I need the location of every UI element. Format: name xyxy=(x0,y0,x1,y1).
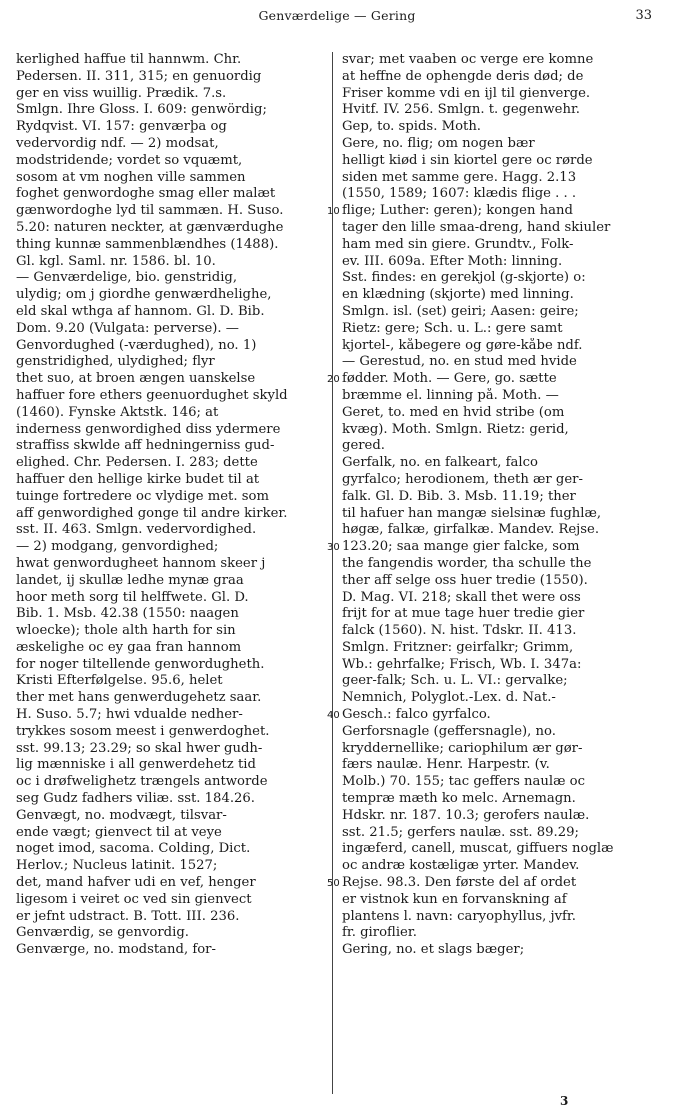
right-column-text-line: Wb.: gehrfalke; Frisch, Wb. I. 347a: xyxy=(342,656,582,672)
left-column-text-line: — 2) modgang, genvordighed; xyxy=(16,539,219,555)
right-column-text-line: Rejse. 98.3. Den første del af ordet xyxy=(342,875,577,891)
line-number-10: 10 xyxy=(327,206,340,218)
right-column-text-line: — Gerestud, no. en stud med hvide xyxy=(342,354,577,370)
right-column xyxy=(342,52,662,959)
left-column-text-line: trykkes sosom meest i genwerdoghet. xyxy=(16,723,270,739)
left-column-text-line: straffiss skwlde aff hedningerniss gud- xyxy=(16,438,275,454)
line-number-30: 30 xyxy=(327,542,340,554)
right-column-text-line: tager den lille smaa-dreng, hand skiuler xyxy=(342,219,611,235)
left-column-text-line: seg Gudz fadhers viliæ. sst. 184.26. xyxy=(16,791,255,807)
left-column-text-line: thing kunnæ sammenblændhes (1488). xyxy=(16,236,279,252)
left-column-text-line: modstridende; vordet so vquæmt, xyxy=(16,152,243,168)
right-column-text-line: oc andræ kostæligæ yrter. Mandev. xyxy=(342,858,580,874)
left-column-text-line: Genværdig, se genvordig. xyxy=(16,925,189,941)
signature-mark: 3 xyxy=(560,1094,569,1108)
right-column-text-line: siden met samme gere. Hagg. 2.13 xyxy=(342,169,577,185)
left-column-text-line: — Genværdelige, bio. genstridig, xyxy=(16,270,238,286)
left-column-text-line: H. Suso. 5.7; hwi vdualde nedher- xyxy=(16,707,243,723)
left-column-text-line: for noger tiltellende genwordugheth. xyxy=(16,656,265,672)
left-column-text-line: Genvordughed (-værdughed), no. 1) xyxy=(16,337,257,353)
right-column-text-line: the fangendis worder, tha schulle the xyxy=(342,555,592,571)
left-column-text-line: haffuer fore ethers geenuordughet skyld xyxy=(16,387,288,403)
left-column-text-line: wloecke); thole alth harth for sin xyxy=(16,623,236,639)
right-column-text-line: 123.20; saa mange gier falcke, som xyxy=(342,539,580,555)
left-column-text-line: Genvægt, no. modvægt, tilsvar- xyxy=(16,807,227,823)
left-column-text-line: eld skal wthga af hannom. Gl. D. Bib. xyxy=(16,303,265,319)
right-column-text-line: Geret, to. med en hvid stribe (om xyxy=(342,404,565,420)
right-column-text-line: høgæ, falkæ, girfalkæ. Mandev. Rejse. xyxy=(342,522,600,538)
right-column-text-line: helligt kiød i sin kiortel gere oc rørde xyxy=(342,152,593,168)
left-column-text-line: (1460). Fynske Aktstk. 146; at xyxy=(16,404,219,420)
right-column-text-line: D. Mag. VI. 218; skall thet were oss xyxy=(342,589,581,605)
right-column-text-line: gyrfalco; herodionem, theth ær ger- xyxy=(342,471,583,487)
left-column-text-line: aff genwordighed gonge til andre kirker. xyxy=(16,505,288,521)
right-column-text-line: falck (1560). N. hist. Tdskr. II. 413. xyxy=(342,623,577,639)
left-column-text-line: gænwordoghe lyd til sammæn. H. Suso. xyxy=(16,203,284,219)
right-column-text-line: til hafuer han mangæ sielsinæ fughlæ, xyxy=(342,505,602,521)
right-column-text-line: er vistnok kun en forvanskning af xyxy=(342,891,567,907)
left-column-text-line: ligesom i veiret oc ved sin gienvect xyxy=(16,891,252,907)
right-column-text-line: Rietz: gere; Sch. u. L.: gere samt xyxy=(342,320,563,336)
running-header: Genværdelige — Gering xyxy=(258,8,416,23)
right-column-text-line: (1550, 1589; 1607: klædis flige . . . xyxy=(342,186,577,202)
left-column-text-line: det, mand hafver udi en vef, henger xyxy=(16,875,256,891)
right-column-text-line: Sst. findes: en gerekjol (g-skjorte) o: xyxy=(342,270,586,286)
left-column-text-line: er jefnt udstract. B. Tott. III. 236. xyxy=(16,908,240,924)
left-column-text-line: Gl. kgl. Saml. nr. 1586. bl. 10. xyxy=(16,253,216,269)
left-column-text-line: foghet genwordoghe smag eller malæt xyxy=(16,186,276,202)
right-column-text-line: flige; Luther: geren); kongen hand xyxy=(342,203,573,219)
left-column-text-line: Rydqvist. VI. 157: genværþa og xyxy=(16,119,227,135)
left-column xyxy=(16,52,324,959)
line-number-40: 40 xyxy=(327,710,340,722)
right-column-text-line: svar; met vaaben oc verge ere komne xyxy=(342,52,594,67)
left-column-text-line: inderness genwordighed diss ydermere xyxy=(16,421,281,437)
right-column-text-line: kjortel-, kåbegere og gøre-kåbe ndf. xyxy=(342,337,583,353)
right-column-text-line: en klædning (skjorte) med linning. xyxy=(342,287,574,303)
left-column-text-line: 5.20: naturen neckter, at gænværdughe xyxy=(16,219,284,235)
right-column-text-line: bræmme el. linning på. Moth. — xyxy=(342,387,559,403)
left-column-text-line: tuinge fortredere oc vlydige met. som xyxy=(16,488,269,504)
left-column-text-line: noget imod, sacoma. Colding, Dict. xyxy=(16,841,251,857)
left-column-text-line: elighed. Chr. Pedersen. I. 283; dette xyxy=(16,455,258,471)
right-column-text-line: Gere, no. flig; om nogen bær xyxy=(342,135,535,151)
left-column-text-line: genstridighed, ulydighed; flyr xyxy=(16,354,215,370)
right-column-text-line: Gep, to. spids. Moth. xyxy=(342,119,482,135)
left-column-text-line: kerlighed haffue til hannwm. Chr. xyxy=(16,52,242,67)
right-column-text-line: at heffne de ophengde deris død; de xyxy=(342,68,584,84)
right-column-text-line: Molb.) 70. 155; tac geffers naulæ oc xyxy=(342,774,586,790)
right-column-text-line: fødder. Moth. — Gere, go. sætte xyxy=(342,371,557,387)
right-column-text-line: Smlgn. Fritzner: geirfalkr; Grimm, xyxy=(342,639,574,655)
left-column-text-line: Pedersen. II. 311, 315; en genuordig xyxy=(16,68,262,84)
left-column-text-line: haffuer den hellige kirke budet til at xyxy=(16,471,260,487)
left-column-text-line: ther met hans genwerdugehetz saar. xyxy=(16,690,262,706)
left-column-text-line: sst. II. 463. Smlgn. vedervordighed. xyxy=(16,522,257,538)
right-column-text-line: Gering, no. et slags bæger; xyxy=(342,942,525,958)
left-column-text-line: landet, ij skullæ ledhe mynæ graa xyxy=(16,572,244,588)
right-column-text-line: Gerfalk, no. en falkeart, falco xyxy=(342,455,538,471)
left-column-text-line: Bib. 1. Msb. 42.38 (1550: naagen xyxy=(16,606,239,622)
page-number: 33 xyxy=(635,8,652,23)
right-column-text-line: fr. giroflier. xyxy=(342,925,417,941)
left-column-text-line: ulydig; om j giordhe genwærdhelighe, xyxy=(16,287,272,303)
left-column-text-line: Dom. 9.20 (Vulgata: perverse). — xyxy=(16,320,239,336)
right-column-text-line: ham med sin giere. Grundtv., Folk- xyxy=(342,236,574,252)
left-column-text-line: Herlov.; Nucleus latinit. 1527; xyxy=(16,858,218,874)
right-column-text-line: Nemnich, Polyglot.-Lex. d. Nat.- xyxy=(342,690,556,706)
right-column-text-line: ther aff selge oss huer tredie (1550). xyxy=(342,572,588,588)
line-number-50: 50 xyxy=(327,878,340,890)
left-column-text-line: Smlgn. Ihre Gloss. I. 609: genwördig; xyxy=(16,102,267,118)
right-column-text-line: sst. 21.5; gerfers naulæ. sst. 89.29; xyxy=(342,824,579,840)
left-column-text-line: sosom at vm noghen ville sammen xyxy=(16,169,246,185)
left-column-text-line: lig mænniske i all genwerdehetz tid xyxy=(16,757,256,773)
right-column-text-line: geer-falk; Sch. u. L. VI.: gervalke; xyxy=(342,673,568,689)
right-column-text-line: plantens l. navn: caryophyllus, jvfr. xyxy=(342,908,576,924)
right-column-text-line: Friser komme vdi en ijl til gienverge. xyxy=(342,85,591,101)
right-column-text-line: ingæferd, canell, muscat, giffuers noglæ xyxy=(342,841,614,857)
right-column-text-line: frijt for at mue tage huer tredie gier xyxy=(342,606,585,622)
right-column-text-line: færs naulæ. Henr. Harpestr. (v. xyxy=(342,757,550,773)
right-column-text-line: Gerforsnagle (geffersnagle), no. xyxy=(342,723,556,739)
left-column-text-line: Genværge, no. modstand, for- xyxy=(16,942,216,958)
left-column-text-line: Kristi Efterfølgelse. 95.6, helet xyxy=(16,673,223,689)
right-column-text-line: Hdskr. nr. 187. 10.3; gerofers naulæ. xyxy=(342,807,590,823)
left-column-text-line: æskelighe oc ey gaa fran hannom xyxy=(16,639,242,655)
left-column-text-line: vedervordig ndf. — 2) modsat, xyxy=(16,135,219,151)
left-column-text-line: ger en viss wuillig. Prædik. 7.s. xyxy=(16,85,227,101)
right-column-text-line: Hvitf. IV. 256. Smlgn. t. gegenwehr. xyxy=(342,102,581,118)
left-column-text-line: thet suo, at broen ængen uanskelse xyxy=(16,371,256,387)
right-column-text-line: Gesch.: falco gyrfalco. xyxy=(342,707,491,723)
right-column-text-line: ev. III. 609a. Efter Moth: linning. xyxy=(342,253,563,269)
left-column-text-line: ende vægt; gienvect til at veye xyxy=(16,824,222,840)
right-column-text-line: kvæg). Moth. Smlgn. Rietz: gerid, xyxy=(342,421,569,437)
right-column-text-line: tempræ mæth ko melc. Arnemagn. xyxy=(342,791,576,807)
right-column-text-line: gered. xyxy=(342,438,385,454)
right-column-text-line: Smlgn. isl. (set) geiri; Aasen: geire; xyxy=(342,303,579,319)
left-column-text-line: oc i drøfwelighetz trængels antworde xyxy=(16,774,268,790)
left-column-text-line: hwat genwordugheet hannom skeer j xyxy=(16,555,266,571)
line-number-20: 20 xyxy=(327,374,340,386)
right-column-text-line: falk. Gl. D. Bib. 3. Msb. 11.19; ther xyxy=(342,488,576,504)
right-column-text-line: kryddernellike; cariophilum ær gør- xyxy=(342,740,583,756)
left-column-text-line: hoor meth sorg til helffwete. Gl. D. xyxy=(16,589,249,605)
left-column-text-line: sst. 99.13; 23.29; so skal hwer gudh- xyxy=(16,740,263,756)
